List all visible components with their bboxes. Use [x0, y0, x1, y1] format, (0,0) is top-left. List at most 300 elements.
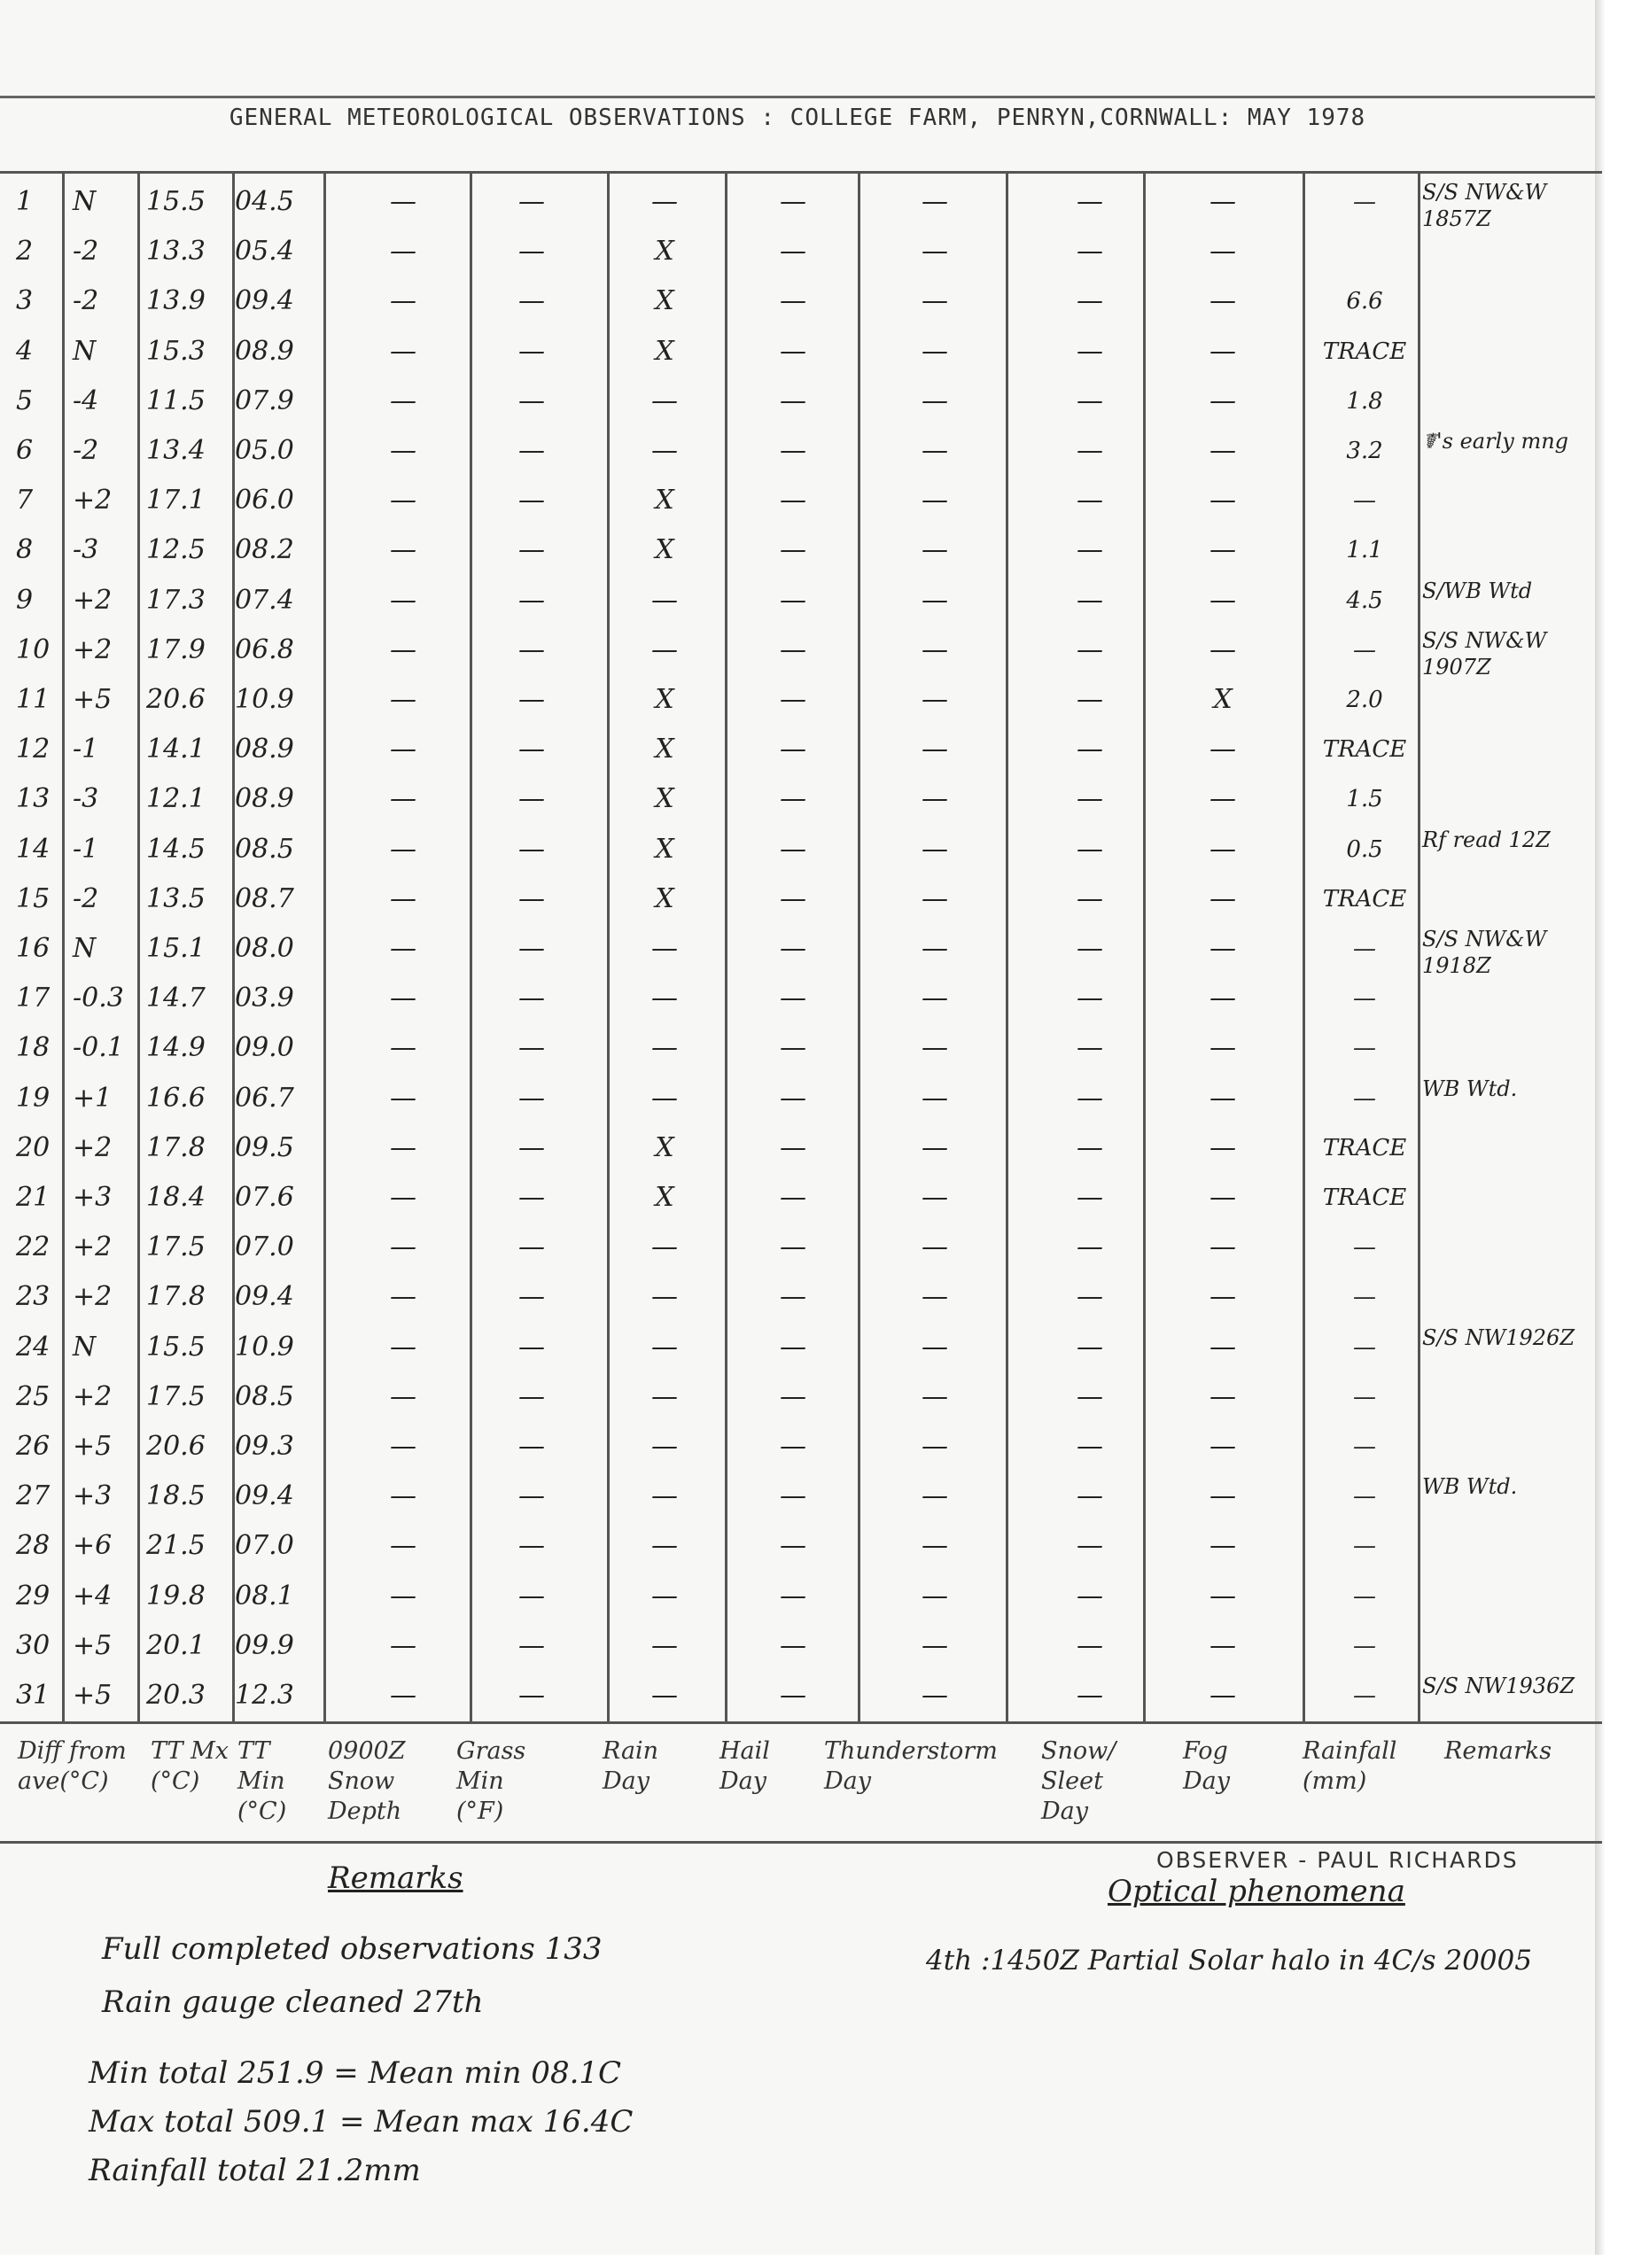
- table-row: [0, 1223, 1595, 1272]
- max-temp-cell: 14.9: [146, 1032, 206, 1064]
- rainfall-cell: —: [1353, 1383, 1376, 1410]
- diff-cell: -4: [73, 384, 99, 416]
- grass-min-cell: —: [518, 1032, 545, 1064]
- hail-day-cell: —: [780, 933, 806, 964]
- thunderstorm-day-cell: —: [922, 435, 948, 466]
- max-temp-cell: 13.9: [146, 285, 206, 317]
- grass-min-cell: —: [518, 1680, 545, 1711]
- snow-depth-cell: —: [390, 1032, 416, 1064]
- optical-phenomena-note: 4th :1450Z Partial Solar halo in 4C/s 20005: [926, 1945, 1532, 1977]
- max-temp-cell: 17.1: [146, 485, 206, 517]
- table-bottom-rule: [0, 1721, 1602, 1724]
- table-row: [0, 327, 1595, 377]
- thunderstorm-day-cell: —: [922, 335, 948, 367]
- table-row: [0, 1074, 1595, 1123]
- table-row: [0, 924, 1595, 978]
- table-row: [0, 1621, 1595, 1671]
- header-hail-day: Hail Day: [719, 1737, 770, 1795]
- rainfall-cell: —: [1353, 936, 1376, 962]
- rain-day-cell: —: [651, 1431, 678, 1462]
- rain-day-cell: X: [655, 534, 674, 566]
- header-rainfall: Rainfall (mm): [1303, 1737, 1397, 1795]
- hail-day-cell: —: [780, 1182, 806, 1213]
- day-cell: 2: [16, 236, 34, 268]
- fog-day-cell: —: [1210, 783, 1236, 815]
- snow-depth-cell: —: [390, 534, 416, 566]
- rain-day-cell: X: [655, 1182, 674, 1213]
- diff-cell: +2: [73, 633, 113, 665]
- max-temp-cell: 15.3: [146, 335, 206, 367]
- min-temp-cell: 07.0: [235, 1231, 294, 1263]
- min-temp-cell: 10.9: [235, 1331, 294, 1363]
- rain-day-cell: —: [651, 933, 678, 964]
- day-cell: 10: [16, 633, 51, 665]
- snow-depth-cell: —: [390, 186, 416, 217]
- fog-day-cell: —: [1210, 285, 1236, 317]
- thunderstorm-day-cell: —: [922, 186, 948, 217]
- snow-sleet-day-cell: —: [1077, 1281, 1103, 1313]
- min-temp-cell: 09.9: [235, 1629, 294, 1661]
- snow-sleet-day-cell: —: [1077, 1580, 1103, 1612]
- min-temp-cell: 07.6: [235, 1182, 294, 1213]
- rainfall-cell: —: [1353, 1483, 1376, 1511]
- grass-min-cell: —: [518, 783, 545, 815]
- snow-depth-cell: —: [390, 335, 416, 367]
- rain-day-cell: —: [651, 1680, 678, 1711]
- fog-day-cell: —: [1210, 1680, 1236, 1711]
- table-row: [0, 1173, 1595, 1223]
- snow-depth-cell: —: [390, 633, 416, 665]
- hail-day-cell: —: [780, 584, 806, 616]
- day-cell: 8: [16, 534, 34, 566]
- rainfall-cell: —: [1353, 1035, 1376, 1062]
- min-temp-cell: 04.5: [235, 186, 294, 217]
- rain-day-cell: X: [655, 236, 674, 268]
- day-cell: 3: [16, 285, 34, 317]
- min-temp-cell: 08.2: [235, 534, 294, 566]
- thunderstorm-day-cell: —: [922, 584, 948, 616]
- max-temp-cell: 20.6: [146, 684, 206, 715]
- page-edge-shadow: [1595, 0, 1606, 2255]
- fog-day-cell: —: [1210, 435, 1236, 466]
- max-temp-cell: 12.1: [146, 783, 206, 815]
- table-row: [0, 725, 1595, 774]
- header-tx: TT Mx (°C): [151, 1737, 229, 1795]
- grass-min-cell: —: [518, 1580, 545, 1612]
- snow-sleet-day-cell: —: [1077, 384, 1103, 416]
- rainfall-cell: TRACE: [1322, 885, 1407, 913]
- min-temp-cell: 05.4: [235, 236, 294, 268]
- snow-depth-cell: —: [390, 1131, 416, 1163]
- thunderstorm-day-cell: —: [922, 882, 948, 914]
- fog-day-cell: —: [1210, 236, 1236, 268]
- table-row: [0, 874, 1595, 924]
- max-temp-cell: 14.5: [146, 833, 206, 865]
- day-cell: 5: [16, 384, 34, 416]
- snow-sleet-day-cell: —: [1077, 1331, 1103, 1363]
- max-temp-cell: 18.5: [146, 1480, 206, 1512]
- grass-min-cell: —: [518, 1480, 545, 1512]
- max-temp-cell: 17.3: [146, 584, 206, 616]
- table-row: [0, 974, 1595, 1023]
- hail-day-cell: —: [780, 783, 806, 815]
- max-temp-cell: 20.1: [146, 1629, 206, 1661]
- diff-cell: -1: [73, 833, 99, 865]
- diff-cell: +5: [73, 684, 113, 715]
- diff-cell: +5: [73, 1629, 113, 1661]
- rain-day-cell: X: [655, 1131, 674, 1163]
- diff-cell: +2: [73, 1281, 113, 1313]
- min-temp-cell: 06.8: [235, 633, 294, 665]
- rain-day-cell: —: [651, 633, 678, 665]
- grass-min-cell: —: [518, 384, 545, 416]
- max-temp-cell: 18.4: [146, 1182, 206, 1213]
- day-cell: 31: [16, 1680, 51, 1711]
- thunderstorm-day-cell: —: [922, 734, 948, 765]
- snow-depth-cell: —: [390, 833, 416, 865]
- thunderstorm-day-cell: —: [922, 1231, 948, 1263]
- remark-cell: [1422, 478, 1591, 527]
- table-row: [0, 377, 1595, 426]
- hail-day-cell: —: [780, 684, 806, 715]
- thunderstorm-day-cell: —: [922, 485, 948, 517]
- snow-depth-cell: —: [390, 1331, 416, 1363]
- rainfall-cell: —: [1353, 1682, 1376, 1709]
- snow-depth-cell: —: [390, 783, 416, 815]
- grass-min-cell: —: [518, 1281, 545, 1313]
- day-cell: 17: [16, 983, 51, 1014]
- grass-min-cell: —: [518, 933, 545, 964]
- snow-sleet-day-cell: —: [1077, 1680, 1103, 1711]
- thunderstorm-day-cell: —: [922, 1182, 948, 1213]
- table-row: [0, 525, 1595, 575]
- header-fog-day: Fog Day: [1183, 1737, 1230, 1795]
- thunderstorm-day-cell: —: [922, 783, 948, 815]
- snow-depth-cell: —: [390, 435, 416, 466]
- snow-sleet-day-cell: —: [1077, 534, 1103, 566]
- diff-cell: -0.1: [73, 1032, 124, 1064]
- snow-sleet-day-cell: —: [1077, 833, 1103, 865]
- header-tn: TT Min (°C): [237, 1737, 287, 1825]
- day-cell: 16: [16, 933, 51, 964]
- rainfall-cell: —: [1353, 1234, 1376, 1262]
- hail-day-cell: —: [780, 485, 806, 517]
- fog-day-cell: —: [1210, 633, 1236, 665]
- max-temp-cell: 11.5: [146, 384, 206, 416]
- remark-cell: WB Wtd.: [1422, 1076, 1518, 1101]
- rainfall-cell: 0.5: [1346, 835, 1383, 863]
- rain-day-cell: —: [651, 1380, 678, 1412]
- header-diff: Diff from ave(°C): [18, 1737, 127, 1795]
- day-cell: 29: [16, 1580, 51, 1612]
- snow-sleet-day-cell: —: [1077, 1032, 1103, 1064]
- fog-day-cell: —: [1210, 1629, 1236, 1661]
- fog-day-cell: —: [1210, 833, 1236, 865]
- thunderstorm-day-cell: —: [922, 1680, 948, 1711]
- hail-day-cell: —: [780, 1281, 806, 1313]
- max-temp-cell: 13.3: [146, 236, 206, 268]
- table-row: [0, 576, 1595, 625]
- day-cell: 24: [16, 1331, 51, 1363]
- min-temp-cell: 05.0: [235, 435, 294, 466]
- min-temp-cell: 10.9: [235, 684, 294, 715]
- remark-cell: S/S NW&W 1918Z: [1422, 927, 1547, 978]
- rainfall-cell: 1.5: [1346, 786, 1383, 813]
- remark-cell: Rf read 12Z: [1422, 827, 1551, 852]
- min-temp-cell: 08.9: [235, 734, 294, 765]
- rainfall-cell: 3.2: [1346, 438, 1383, 464]
- min-temp-cell: 09.0: [235, 1032, 294, 1064]
- grass-min-cell: —: [518, 1380, 545, 1412]
- max-temp-cell: 17.9: [146, 633, 206, 665]
- rain-day-cell: X: [655, 783, 674, 815]
- hail-day-cell: —: [780, 1231, 806, 1263]
- min-temp-cell: 07.9: [235, 384, 294, 416]
- fog-day-cell: —: [1210, 186, 1236, 217]
- diff-cell: N: [73, 1331, 97, 1363]
- rainfall-cell: 2.0: [1346, 687, 1383, 713]
- hail-day-cell: —: [780, 1480, 806, 1512]
- table-top-rule: [0, 171, 1602, 174]
- rainfall-cell: TRACE: [1322, 736, 1407, 764]
- hail-day-cell: —: [780, 1680, 806, 1711]
- header-remarks: Remarks: [1444, 1737, 1552, 1765]
- max-temp-cell: 15.5: [146, 186, 206, 217]
- hail-day-cell: —: [780, 1580, 806, 1612]
- thunderstorm-day-cell: —: [922, 1331, 948, 1363]
- rainfall-cell: —: [1353, 1533, 1376, 1560]
- table-row: [0, 1521, 1595, 1571]
- snow-sleet-day-cell: —: [1077, 1082, 1103, 1114]
- rain-day-cell: X: [655, 485, 674, 517]
- day-cell: 13: [16, 783, 51, 815]
- hail-day-cell: —: [780, 335, 806, 367]
- snow-sleet-day-cell: —: [1077, 1431, 1103, 1462]
- max-temp-cell: 14.1: [146, 734, 206, 765]
- remark-cell: WB Wtd.: [1422, 1474, 1518, 1500]
- diff-cell: +2: [73, 584, 113, 616]
- fog-day-cell: —: [1210, 1380, 1236, 1412]
- min-temp-cell: 07.4: [235, 584, 294, 616]
- fog-day-cell: —: [1210, 1231, 1236, 1263]
- min-temp-cell: 08.9: [235, 335, 294, 367]
- grass-min-cell: —: [518, 435, 545, 466]
- fog-day-cell: —: [1210, 882, 1236, 914]
- hail-day-cell: —: [780, 435, 806, 466]
- thunderstorm-day-cell: —: [922, 1131, 948, 1163]
- thunderstorm-day-cell: —: [922, 285, 948, 317]
- page-title: GENERAL METEOROLOGICAL OBSERVATIONS : COLLEGE FARM, PENRYN,CORNWALL: MAY 1978: [229, 105, 1366, 131]
- snow-depth-cell: —: [390, 1182, 416, 1213]
- table-row: [0, 625, 1595, 680]
- snow-sleet-day-cell: —: [1077, 485, 1103, 517]
- snow-sleet-day-cell: —: [1077, 684, 1103, 715]
- fog-day-cell: —: [1210, 1082, 1236, 1114]
- snow-sleet-day-cell: —: [1077, 633, 1103, 665]
- grass-min-cell: —: [518, 1431, 545, 1462]
- hail-day-cell: —: [780, 236, 806, 268]
- hail-day-cell: —: [780, 1082, 806, 1114]
- snow-depth-cell: —: [390, 285, 416, 317]
- max-temp-cell: 12.5: [146, 534, 206, 566]
- fog-day-cell: —: [1210, 1131, 1236, 1163]
- snow-depth-cell: —: [390, 734, 416, 765]
- diff-cell: N: [73, 933, 97, 964]
- table-row: [0, 1323, 1595, 1372]
- table-row: [0, 825, 1595, 874]
- thunderstorm-day-cell: —: [922, 1530, 948, 1562]
- min-temp-cell: 06.0: [235, 485, 294, 517]
- min-temp-cell: 08.5: [235, 1380, 294, 1412]
- remark-cell: S/S NW1936Z: [1422, 1674, 1575, 1698]
- min-temp-cell: 09.5: [235, 1131, 294, 1163]
- remark-line: Min total 251.9 = Mean min 08.1C: [89, 2055, 622, 2091]
- snow-depth-cell: —: [390, 485, 416, 517]
- max-temp-cell: 20.6: [146, 1431, 206, 1462]
- thunderstorm-day-cell: —: [922, 833, 948, 865]
- min-temp-cell: 09.4: [235, 1480, 294, 1512]
- rain-day-cell: X: [655, 335, 674, 367]
- thunderstorm-day-cell: —: [922, 1480, 948, 1512]
- snow-depth-cell: —: [390, 1629, 416, 1661]
- max-temp-cell: 21.5: [146, 1530, 206, 1562]
- rain-day-cell: X: [655, 285, 674, 317]
- hail-day-cell: —: [780, 983, 806, 1014]
- grass-min-cell: —: [518, 684, 545, 715]
- max-temp-cell: 19.8: [146, 1580, 206, 1612]
- day-cell: 30: [16, 1629, 51, 1661]
- header-grass-min: Grass Min (°F): [456, 1737, 526, 1825]
- rain-day-cell: —: [651, 435, 678, 466]
- fog-day-cell: —: [1210, 933, 1236, 964]
- thunderstorm-day-cell: —: [922, 1580, 948, 1612]
- remark-cell: [1422, 1125, 1591, 1175]
- thunderstorm-day-cell: —: [922, 534, 948, 566]
- min-temp-cell: 08.1: [235, 1580, 294, 1612]
- fog-day-cell: —: [1210, 384, 1236, 416]
- day-cell: 26: [16, 1431, 51, 1462]
- max-temp-cell: 16.6: [146, 1082, 206, 1114]
- header-thunderstorm-day: Thunderstorm Day: [824, 1737, 998, 1795]
- min-temp-cell: 03.9: [235, 983, 294, 1014]
- rainfall-cell: [1320, 227, 1409, 276]
- max-temp-cell: 14.7: [146, 983, 206, 1014]
- snow-depth-cell: —: [390, 1380, 416, 1412]
- snow-sleet-day-cell: —: [1077, 186, 1103, 217]
- diff-cell: +5: [73, 1680, 113, 1711]
- rainfall-cell: TRACE: [1322, 1184, 1407, 1211]
- table-row: [0, 276, 1595, 326]
- table-row: [0, 1372, 1595, 1422]
- remark-cell: [1422, 527, 1591, 577]
- thunderstorm-day-cell: —: [922, 1380, 948, 1412]
- snow-sleet-day-cell: —: [1077, 335, 1103, 367]
- day-cell: 25: [16, 1380, 51, 1412]
- table-row: [0, 1123, 1595, 1173]
- fog-day-cell: —: [1210, 584, 1236, 616]
- snow-depth-cell: —: [390, 882, 416, 914]
- rain-day-cell: —: [651, 1629, 678, 1661]
- rain-day-cell: —: [651, 384, 678, 416]
- snow-sleet-day-cell: —: [1077, 584, 1103, 616]
- snow-depth-cell: —: [390, 1082, 416, 1114]
- hail-day-cell: —: [780, 384, 806, 416]
- snow-depth-cell: —: [390, 983, 416, 1014]
- day-cell: 6: [16, 435, 34, 466]
- diff-cell: -2: [73, 435, 99, 466]
- remark-cell: [1422, 1374, 1591, 1424]
- remark-cell: [1422, 229, 1591, 278]
- min-temp-cell: 09.3: [235, 1431, 294, 1462]
- snow-sleet-day-cell: —: [1077, 285, 1103, 317]
- remark-cell: [1422, 876, 1591, 926]
- diff-cell: -2: [73, 882, 99, 914]
- snow-depth-cell: —: [390, 933, 416, 964]
- hail-day-cell: —: [780, 1380, 806, 1412]
- header-snow-depth: 0900Z Snow Depth: [328, 1737, 406, 1825]
- rain-day-cell: —: [651, 186, 678, 217]
- top-rule: [0, 96, 1595, 98]
- day-cell: 15: [16, 882, 51, 914]
- grass-min-cell: —: [518, 236, 545, 268]
- remark-cell: [1422, 1623, 1591, 1673]
- remark-cell: [1422, 726, 1591, 776]
- grass-min-cell: —: [518, 186, 545, 217]
- rainfall-cell: TRACE: [1322, 1134, 1407, 1161]
- hail-day-cell: —: [780, 734, 806, 765]
- thunderstorm-day-cell: —: [922, 684, 948, 715]
- grass-min-cell: —: [518, 1629, 545, 1661]
- day-cell: 27: [16, 1480, 51, 1512]
- table-row: [0, 227, 1595, 276]
- remark-cell: [1422, 1025, 1591, 1075]
- snow-sleet-day-cell: —: [1077, 783, 1103, 815]
- rain-day-cell: X: [655, 882, 674, 914]
- thunderstorm-day-cell: —: [922, 384, 948, 416]
- hail-day-cell: —: [780, 1629, 806, 1661]
- fog-day-cell: —: [1210, 1431, 1236, 1462]
- diff-cell: +3: [73, 1480, 113, 1512]
- rain-day-cell: —: [651, 1082, 678, 1114]
- fog-day-cell: —: [1210, 1032, 1236, 1064]
- rainfall-cell: —: [1353, 1433, 1376, 1460]
- diff-cell: +3: [73, 1182, 113, 1213]
- min-temp-cell: 08.0: [235, 933, 294, 964]
- thunderstorm-day-cell: —: [922, 1281, 948, 1313]
- hail-day-cell: —: [780, 882, 806, 914]
- diff-cell: N: [73, 335, 97, 367]
- max-temp-cell: 15.1: [146, 933, 206, 964]
- rainfall-cell: —: [1353, 636, 1376, 664]
- fog-day-cell: X: [1213, 684, 1233, 715]
- hail-day-cell: —: [780, 186, 806, 217]
- diff-cell: -2: [73, 285, 99, 317]
- diff-cell: +2: [73, 485, 113, 517]
- rainfall-cell: 1.1: [1346, 537, 1383, 564]
- remark-cell: [1422, 677, 1591, 726]
- remark-cell: S/S NW&W 1907Z: [1422, 627, 1547, 680]
- fog-day-cell: —: [1210, 983, 1236, 1014]
- diff-cell: +4: [73, 1580, 113, 1612]
- snow-depth-cell: —: [390, 1580, 416, 1612]
- diff-cell: -3: [73, 783, 99, 815]
- min-temp-cell: 09.4: [235, 285, 294, 317]
- remark-line: Rainfall total 21.2mm: [89, 2153, 421, 2188]
- day-cell: 7: [16, 485, 34, 517]
- remark-cell: [1422, 1424, 1591, 1473]
- grass-min-cell: —: [518, 983, 545, 1014]
- table-row: [0, 1671, 1595, 1720]
